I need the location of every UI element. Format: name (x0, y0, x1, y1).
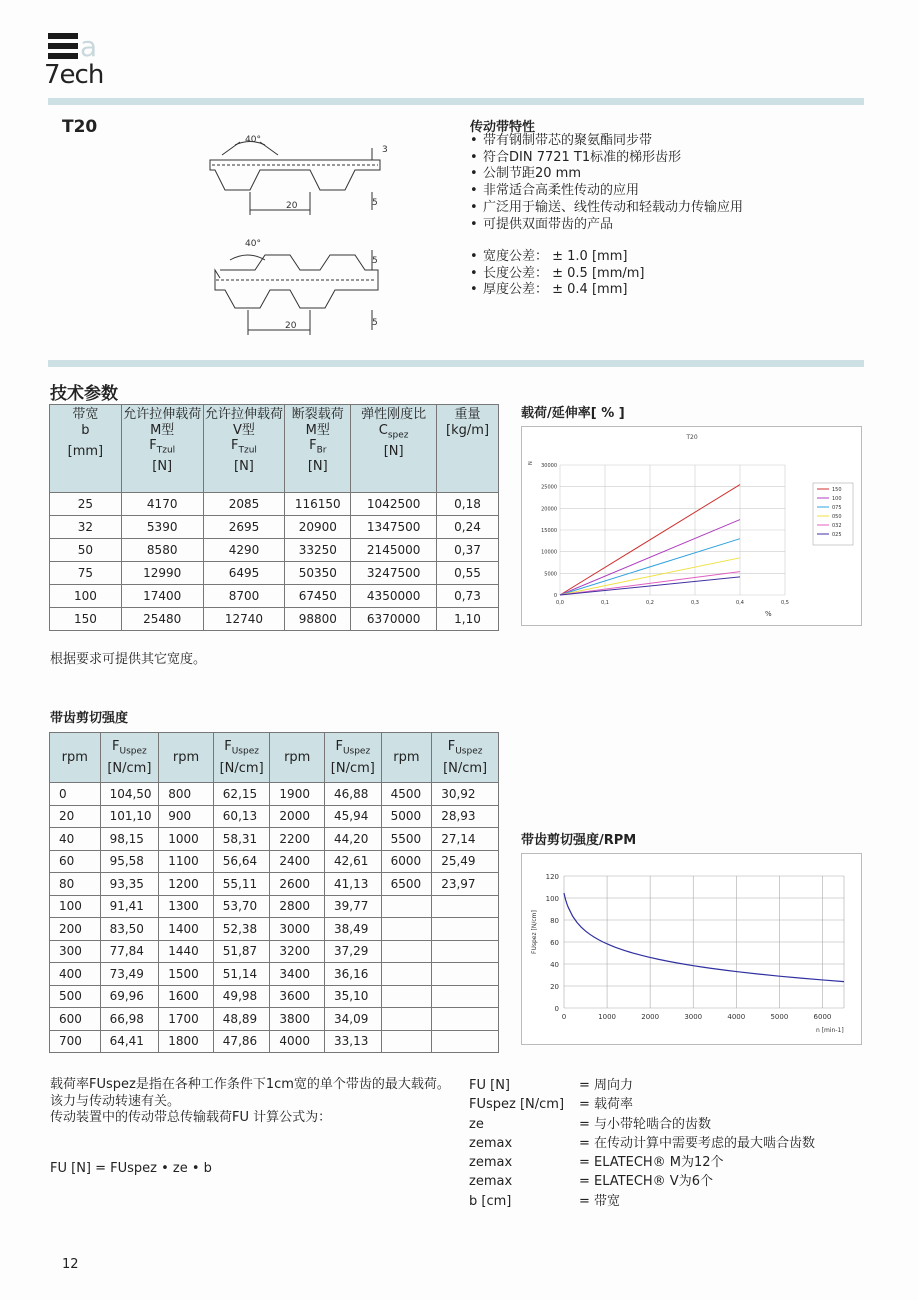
table-cell: 56,64 (213, 850, 270, 873)
header-band (48, 98, 864, 105)
table-cell: 1600 (159, 985, 214, 1008)
feature-item: • 非常适合高柔性传动的应用 (470, 183, 743, 200)
table-cell: 0,24 (437, 516, 499, 539)
table-cell (432, 985, 499, 1008)
table-row (50, 895, 499, 918)
symbol-value: = ELATECH® V为6个 (579, 1174, 713, 1190)
table-row (50, 783, 499, 806)
header-unit: [mm] (67, 443, 104, 459)
table-cell (432, 963, 499, 986)
table-cell: 104,50 (100, 783, 159, 806)
table-row (50, 585, 499, 608)
header-symbol: b (81, 422, 90, 438)
table-cell: 34,09 (325, 1008, 382, 1031)
x-tick-label: 0,2 (646, 600, 654, 606)
table-cell: 12740 (203, 608, 285, 631)
x-tick-label: 0 (561, 1013, 567, 1021)
symbol-value: = 周向力 (579, 1078, 634, 1093)
features-list (470, 133, 743, 233)
chart1-svg (522, 427, 863, 627)
table-cell: 1300 (159, 895, 214, 918)
legend-label: 025 (832, 532, 842, 538)
table-cell: 40 (50, 828, 101, 851)
y-tick-label: 10000 (541, 549, 557, 556)
y-tick-label: 80 (550, 917, 559, 925)
para-3: 传动装置中的传动带总传输载荷FU 计算公式为： (50, 1110, 332, 1125)
table-cell: 77,84 (100, 940, 159, 963)
header-type: V型 (233, 422, 255, 438)
table-cell (432, 1008, 499, 1031)
features-title: 传动带特性 (470, 120, 536, 135)
table-row (50, 516, 499, 539)
symbol-values (579, 1076, 815, 1211)
table-cell (432, 895, 499, 918)
height-label-4: 5 (372, 318, 378, 328)
table-cell: 1347500 (351, 516, 437, 539)
table-cell: 28,93 (432, 805, 499, 828)
table-cell: 51,87 (213, 940, 270, 963)
chart2-title: 带齿剪切强度/RPM (521, 833, 637, 848)
chart2-svg (522, 854, 863, 1046)
x-axis-label: n [min-1] (816, 1027, 844, 1034)
header-unit: [N] (307, 459, 328, 475)
tech-title: 技术参数 (50, 384, 118, 404)
shear-header-cell: rpm (381, 733, 432, 783)
tolerance-list (470, 249, 644, 299)
table-row (50, 985, 499, 1008)
table-cell: 20 (50, 805, 101, 828)
angle-label-bottom: 40° (245, 239, 261, 249)
header-unit: [N] (152, 459, 173, 475)
table-cell: 5000 (381, 805, 432, 828)
logo-text: 7ech (44, 60, 104, 90)
feature-item: • 广泛用于输送、线性传动和轻载动力传输应用 (470, 200, 743, 217)
table-cell: 2145000 (351, 539, 437, 562)
table-cell (432, 918, 499, 941)
table-cell: 67450 (285, 585, 351, 608)
table-cell: 12990 (121, 562, 203, 585)
symbol-value: = 与小带轮啮合的齿数 (579, 1116, 712, 1132)
header-symbol: $C_{spez}$ (378, 422, 409, 441)
height-label-1: 3 (382, 145, 388, 155)
shear-rpm-chart (521, 853, 862, 1045)
table-cell: 3200 (270, 940, 325, 963)
y-axis-label: FUspez [N/cm] (531, 910, 538, 954)
pitch-label-top: 20 (286, 201, 298, 211)
table-cell: 900 (159, 805, 214, 828)
table-cell: 48,89 (213, 1008, 270, 1031)
table-cell (432, 940, 499, 963)
table-cell: 52,38 (213, 918, 270, 941)
legend-label: 075 (832, 505, 842, 511)
symbol-key: zemax (469, 1155, 513, 1171)
tech-header-row (50, 405, 499, 493)
y-tick-label: 0 (554, 1005, 559, 1013)
table-row (50, 963, 499, 986)
table-cell: 53,70 (213, 895, 270, 918)
tech-header-cell (121, 405, 203, 493)
x-tick-label: 2000 (641, 1013, 660, 1021)
table-cell (381, 918, 432, 941)
x-axis-label: % (765, 610, 772, 618)
table-cell: 42,61 (325, 850, 382, 873)
table-cell: 41,13 (325, 873, 382, 896)
table-cell: 91,41 (100, 895, 159, 918)
header-label: 重量 (454, 407, 481, 422)
table-cell: 20900 (285, 516, 351, 539)
belt-profile-drawing (200, 130, 400, 340)
feature-item: • 公制节距20 mm (470, 166, 743, 183)
tech-header-cell (203, 405, 285, 493)
table-cell: 400 (50, 963, 101, 986)
table-cell: 5500 (381, 828, 432, 851)
table-cell: 80 (50, 873, 101, 896)
chart-title: T20 (686, 434, 698, 441)
table-cell: 2000 (270, 805, 325, 828)
y-tick-label: 5000 (544, 571, 557, 578)
table-cell: 30,92 (432, 783, 499, 806)
table-cell: 50350 (285, 562, 351, 585)
symbol-value: = ELATECH® M为12个 (579, 1155, 724, 1171)
table-cell (381, 1030, 432, 1053)
table-cell: 49,98 (213, 985, 270, 1008)
table-cell: 37,29 (325, 940, 382, 963)
table-cell: 60 (50, 850, 101, 873)
table-cell: 4350000 (351, 585, 437, 608)
table-cell: 1,10 (437, 608, 499, 631)
table-cell: 4500 (381, 783, 432, 806)
table-cell: 600 (50, 1008, 101, 1031)
table-cell: 1500 (159, 963, 214, 986)
table-cell: 1042500 (351, 493, 437, 516)
table-cell: 32 (50, 516, 122, 539)
table-cell: 1100 (159, 850, 214, 873)
para-1: 载荷率FUspez是指在各种工作条件下1cm宽的单个带齿的最大载荷。 (50, 1077, 450, 1092)
table-cell: 83,50 (100, 918, 159, 941)
y-tick-label: 60 (550, 939, 559, 947)
table-cell: 800 (159, 783, 214, 806)
table-cell (381, 895, 432, 918)
table-cell: 64,41 (100, 1030, 159, 1053)
shear-header-cell: rpm (50, 733, 101, 783)
symbol-value: = 在传动计算中需要考虑的最大啮合齿数 (579, 1135, 816, 1151)
symbol-value: = 载荷率 (579, 1097, 634, 1113)
table-row (50, 1008, 499, 1031)
table-cell: 1000 (159, 828, 214, 851)
table-cell: 60,13 (213, 805, 270, 828)
feature-item: • 符合DIN 7721 T1标准的梯形齿形 (470, 150, 743, 167)
table-row (50, 493, 499, 516)
shear-header-cell: $F_{Uspez}$ [N/cm] (213, 733, 270, 783)
header-unit: [kg/m] (446, 422, 490, 438)
table-cell: 101,10 (100, 805, 159, 828)
table-cell: 17400 (121, 585, 203, 608)
y-axis-label: N (528, 461, 534, 465)
table-cell: 66,98 (100, 1008, 159, 1031)
table-cell: 1700 (159, 1008, 214, 1031)
table-cell: 0,18 (437, 493, 499, 516)
tech-header-cell (285, 405, 351, 493)
table-row (50, 918, 499, 941)
symbol-key: FUspez [N/cm] (469, 1097, 565, 1113)
table-cell: 35,10 (325, 985, 382, 1008)
angle-label-top: 40° (245, 135, 261, 145)
pitch-label-bottom: 20 (285, 321, 297, 331)
table-cell: 25480 (121, 608, 203, 631)
x-tick-label: 3000 (684, 1013, 703, 1021)
table-cell: 300 (50, 940, 101, 963)
table-cell: 55,11 (213, 873, 270, 896)
x-tick-label: 0,3 (691, 600, 699, 606)
page-number: 12 (62, 1257, 79, 1272)
table-cell: 0 (50, 783, 101, 806)
table-cell: 47,86 (213, 1030, 270, 1053)
chart1-title: 载荷/延伸率[ % ] (521, 406, 625, 421)
table-cell: 58,31 (213, 828, 270, 851)
table-cell: 46,88 (325, 783, 382, 806)
header-symbol: $F_{Br}$ (309, 438, 327, 456)
table-cell: 44,20 (325, 828, 382, 851)
table-cell: 50 (50, 539, 122, 562)
y-tick-label: 30000 (541, 463, 557, 469)
formula: FU [N] = FUspez • ze • b (50, 1161, 212, 1176)
feature-item: • 带有钢制带芯的聚氨酯同步带 (470, 133, 743, 150)
table-cell: 2600 (270, 873, 325, 896)
y-tick-label: 120 (545, 873, 559, 881)
table-cell: 3000 (270, 918, 325, 941)
legend-label: 050 (832, 514, 842, 520)
table-row (50, 873, 499, 896)
x-tick-label: 0,5 (781, 600, 789, 606)
table-cell: 700 (50, 1030, 101, 1053)
table-cell: 45,94 (325, 805, 382, 828)
section-band (48, 360, 864, 367)
table-cell: 6495 (203, 562, 285, 585)
legend-label: 100 (832, 496, 842, 502)
table-cell: 150 (50, 608, 122, 631)
y-tick-label: 15000 (541, 528, 557, 534)
legend-label: 150 (832, 487, 842, 493)
table-cell: 4170 (121, 493, 203, 516)
table-cell: 500 (50, 985, 101, 1008)
table-cell: 2085 (203, 493, 285, 516)
table-cell: 200 (50, 918, 101, 941)
table-cell: 69,96 (100, 985, 159, 1008)
x-tick-label: 0,0 (556, 600, 564, 606)
table-cell: 93,35 (100, 873, 159, 896)
shear-header-cell: rpm (159, 733, 214, 783)
header-type: M型 (150, 422, 175, 438)
table-cell: 4290 (203, 539, 285, 562)
table-cell: 2800 (270, 895, 325, 918)
logo-accent: a (80, 30, 98, 63)
table-cell: 0,55 (437, 562, 499, 585)
tech-header-cell (50, 405, 122, 493)
table-cell: 73,49 (100, 963, 159, 986)
table-cell: 98,15 (100, 828, 159, 851)
table-cell: 6500 (381, 873, 432, 896)
table-cell: 1400 (159, 918, 214, 941)
table-cell: 3800 (270, 1008, 325, 1031)
table-cell: 6370000 (351, 608, 437, 631)
table-cell: 39,77 (325, 895, 382, 918)
height-label-2: 5 (372, 198, 378, 208)
table-row (50, 828, 499, 851)
table-cell: 116150 (285, 493, 351, 516)
header-unit: [N] (234, 459, 254, 475)
tolerance-item: • 长度公差： ± 0.5 [mm/m] (470, 266, 644, 283)
x-tick-label: 4000 (727, 1013, 746, 1021)
header-symbol: $F_{Tzul}$ (149, 438, 176, 456)
feature-item: • 可提供双面带齿的产品 (470, 217, 743, 234)
x-tick-label: 6000 (813, 1013, 832, 1021)
table-cell: 51,14 (213, 963, 270, 986)
description (50, 1077, 470, 1127)
x-tick-label: 0,1 (601, 600, 609, 606)
tech-table (49, 404, 499, 631)
y-tick-label: 0 (553, 593, 557, 599)
table-row (50, 850, 499, 873)
header-symbol: $F_{Tzul}$ (231, 438, 257, 456)
tech-header-cell (351, 405, 437, 493)
y-tick-label: 40 (550, 961, 559, 969)
symbol-value: = 带宽 (579, 1193, 621, 1209)
load-elongation-chart (521, 426, 862, 626)
header-label: 断裂载荷 (291, 407, 344, 422)
header-type: M型 (305, 422, 330, 438)
height-label-3: 5 (372, 256, 378, 266)
table-cell: 3600 (270, 985, 325, 1008)
table-cell: 6000 (381, 850, 432, 873)
symbol-key: zemax (469, 1135, 513, 1151)
table-cell: 25 (50, 493, 122, 516)
table-cell: 0,37 (437, 539, 499, 562)
shear-header-row (50, 733, 499, 783)
table-cell: 38,49 (325, 918, 382, 941)
y-tick-label: 25000 (541, 484, 557, 491)
shear-header-cell: $F_{Uspez}$ [N/cm] (432, 733, 499, 783)
table-cell: 33250 (285, 539, 351, 562)
table-cell: 23,97 (432, 873, 499, 896)
table-row (50, 940, 499, 963)
table-cell: 98800 (285, 608, 351, 631)
symbol-key: ze (469, 1116, 484, 1132)
table-cell: 3247500 (351, 562, 437, 585)
table-cell: 25,49 (432, 850, 499, 873)
header-label: 弹性刚度比 (361, 407, 427, 422)
table-cell: 100 (50, 585, 122, 608)
y-tick-label: 20000 (541, 506, 557, 513)
table-cell: 1900 (270, 783, 325, 806)
x-tick-label: 5000 (770, 1013, 789, 1021)
y-tick-label: 20 (550, 983, 559, 991)
table-cell: 1200 (159, 873, 214, 896)
table-row (50, 562, 499, 585)
para-2: 该力与传动转速有关。 (50, 1093, 181, 1109)
table-cell: 8580 (121, 539, 203, 562)
table-cell: 95,58 (100, 850, 159, 873)
table-cell: 2400 (270, 850, 325, 873)
model-title: T20 (62, 117, 98, 137)
table-cell: 5390 (121, 516, 203, 539)
shear-title: 带齿剪切强度 (50, 711, 129, 726)
table-row (50, 1030, 499, 1053)
table-cell: 1800 (159, 1030, 214, 1053)
table-cell: 100 (50, 895, 101, 918)
table-row (50, 805, 499, 828)
symbol-key: b [cm] (469, 1193, 512, 1209)
table-cell: 2200 (270, 828, 325, 851)
shear-header-cell: rpm (270, 733, 325, 783)
header-unit: [N] (383, 443, 404, 459)
table-cell: 27,14 (432, 828, 499, 851)
header-label: 带宽 (72, 407, 99, 422)
shear-table (49, 732, 499, 1053)
table-row (50, 539, 499, 562)
table-cell (381, 985, 432, 1008)
series-line (564, 893, 844, 982)
shear-header-cell: $F_{Uspez}$ [N/cm] (100, 733, 159, 783)
x-tick-label: 1000 (598, 1013, 616, 1021)
table-cell: 75 (50, 562, 122, 585)
x-tick-label: 0,4 (736, 600, 744, 606)
table-cell: 2695 (203, 516, 285, 539)
table-cell (381, 963, 432, 986)
y-tick-label: 100 (545, 895, 559, 903)
tolerance-item: • 厚度公差： ± 0.4 [mm] (470, 282, 644, 299)
shear-header-cell: $F_{Uspez}$ [N/cm] (325, 733, 382, 783)
tolerance-item: • 宽度公差： ± 1.0 [mm] (470, 249, 644, 266)
symbol-key: zemax (469, 1174, 513, 1190)
header-label: 允许拉伸载荷 (204, 407, 283, 422)
table-cell: 36,16 (325, 963, 382, 986)
symbol-keys (469, 1076, 564, 1211)
table-cell: 8700 (203, 585, 285, 608)
table-cell: 3400 (270, 963, 325, 986)
table-cell: 0,73 (437, 585, 499, 608)
width-note: 根据要求可提供其它宽度。 (50, 652, 207, 667)
table-row (50, 608, 499, 631)
table-cell: 4000 (270, 1030, 325, 1053)
table-cell (381, 940, 432, 963)
table-cell: 1440 (159, 940, 214, 963)
symbol-key: FU [N] (469, 1078, 510, 1093)
table-cell: 33,13 (325, 1030, 382, 1053)
legend-label: 032 (832, 523, 842, 529)
table-cell (432, 1030, 499, 1053)
tech-header-cell (437, 405, 499, 493)
header-label: 允许拉伸载荷 (123, 407, 202, 422)
table-cell: 62,15 (213, 783, 270, 806)
table-cell (381, 1008, 432, 1031)
